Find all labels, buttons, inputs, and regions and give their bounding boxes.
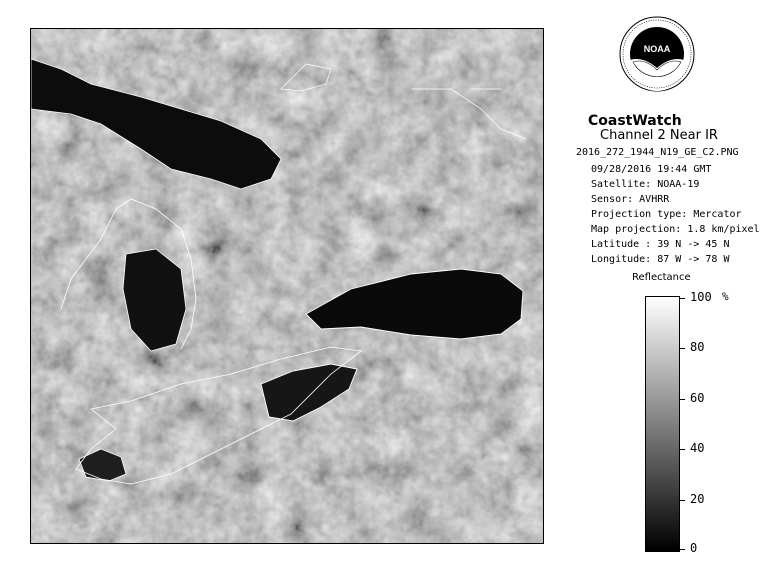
- legend-unit: %: [722, 290, 729, 303]
- colorbar-label-20: 20: [690, 492, 705, 506]
- info-satellite: Satellite: NOAA-19: [591, 179, 700, 190]
- colorbar-label-100: 100: [690, 290, 712, 304]
- channel-subtitle: Channel 2 Near IR: [600, 128, 718, 143]
- colorbar-tick: [679, 449, 685, 450]
- colorbar-tick: [679, 348, 685, 349]
- legend-label: Reflectance: [632, 272, 691, 283]
- colorbar-label-80: 80: [690, 340, 705, 354]
- reflectance-colorbar: [645, 296, 680, 552]
- file-name: 2016_272_1944_N19_GE_C2.PNG: [576, 147, 739, 158]
- colorbar-tick: [679, 298, 685, 299]
- noaa-logo-text: NOAA: [643, 44, 671, 54]
- info-map-projection: Map projection: 1.8 km/pixel: [591, 224, 760, 235]
- info-longitude: Longitude: 87 W -> 78 W: [591, 254, 730, 265]
- page-title: CoastWatch: [588, 113, 682, 129]
- info-datetime: 09/28/2016 19:44 GMT: [591, 164, 712, 175]
- info-sensor: Sensor: AVHRR: [591, 194, 670, 205]
- colorbar-tick: [679, 549, 685, 550]
- info-projection-type: Projection type: Mercator: [591, 209, 742, 220]
- colorbar-tick: [679, 399, 685, 400]
- noaa-logo: [619, 16, 695, 92]
- satellite-image: [30, 28, 544, 544]
- colorbar-label-0: 0: [690, 541, 698, 555]
- info-latitude: Latitude : 39 N -> 45 N: [591, 239, 730, 250]
- colorbar-tick: [679, 500, 685, 501]
- colorbar-label-40: 40: [690, 441, 705, 455]
- colorbar-label-60: 60: [690, 391, 705, 405]
